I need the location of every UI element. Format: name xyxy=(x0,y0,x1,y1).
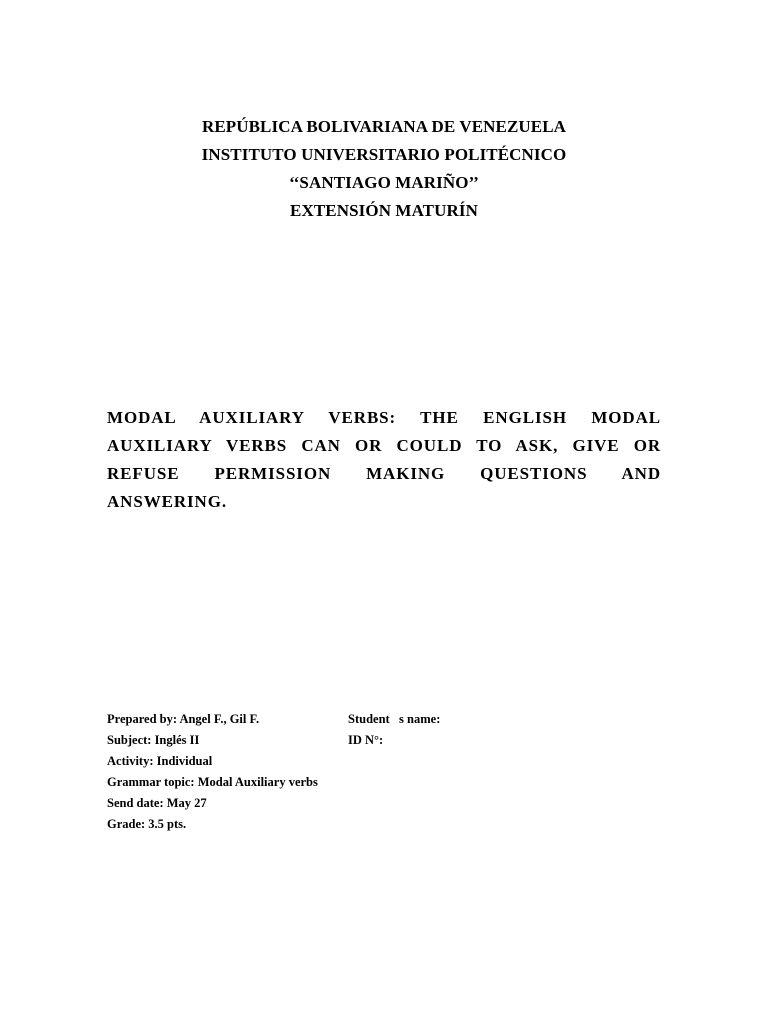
header-line-institute: INSTITUTO UNIVERSITARIO POLITÉCNICO xyxy=(201,145,567,164)
header-line-institute-name: ‘‘SANTIAGO MARIÑO’’ xyxy=(289,173,479,192)
student-name-label: Student s name: xyxy=(348,712,441,726)
send-date-text: Send date: May 27 xyxy=(107,796,207,810)
id-number-label: ID N°: xyxy=(348,733,384,747)
subject-text: Subject: Inglés II xyxy=(107,733,200,747)
info-row-grade xyxy=(107,814,667,835)
info-row-send-date xyxy=(107,793,667,814)
info-row-subject xyxy=(107,730,667,751)
document-info xyxy=(107,709,667,835)
grade-text: Grade: 3.5 pts. xyxy=(107,817,187,831)
document-title: MODAL AUXILIARY VERBS: THE ENGLISH MODAL AUXILIARY VERBS CAN OR COULD TO ASK, GIVE OR REFUSE PERMISSION MAKING QUESTIONS AND ANSWERING. xyxy=(107,408,661,511)
institution-header xyxy=(0,113,768,225)
info-row-grammar-topic xyxy=(107,772,667,793)
activity-text: Activity: Individual xyxy=(107,754,213,768)
info-row-prepared-by xyxy=(107,709,667,730)
header-line-country: REPÚBLICA BOLIVARIANA DE VENEZUELA xyxy=(201,117,567,136)
grammar-topic-text: Grammar topic: Modal Auxiliary verbs xyxy=(107,775,318,789)
header-line-extension: EXTENSIÓN MATURÍN xyxy=(290,201,478,220)
info-row-activity xyxy=(107,751,667,772)
prepared-by-text: Prepared by: Angel F., Gil F. xyxy=(107,712,260,726)
